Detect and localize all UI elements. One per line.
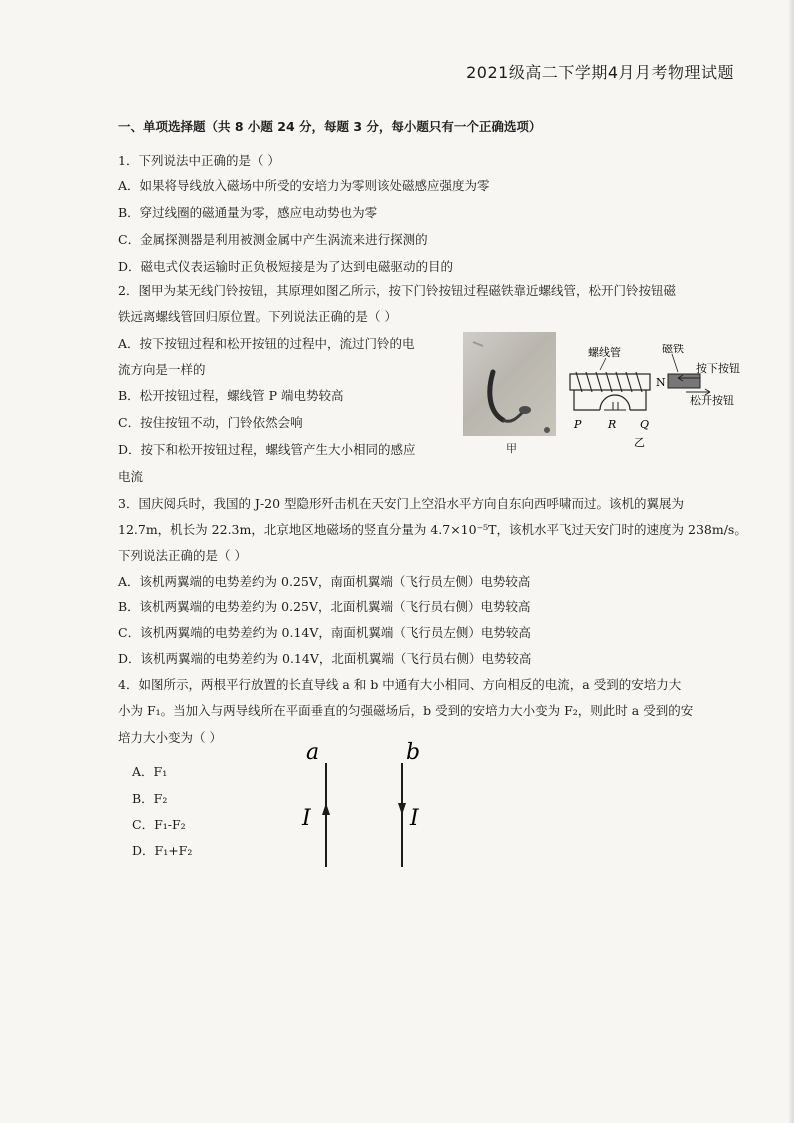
magnet (668, 374, 700, 388)
label-release: 松开按钮 (690, 394, 734, 407)
section-title: 一、单项选择题（共 8 小题 24 分，每题 3 分，每小题只有一个正确选项） (118, 119, 542, 134)
q3-option-d: D．该机两翼端的电势差约为 0.14V，北面机翼端（飞行员右侧）电势较高 (118, 651, 532, 666)
q2-option-d-line1: D．按下和松开按钮过程，螺线管产生大小相同的感应 (118, 442, 416, 457)
q1-option-b: B．穿过线圈的磁通量为零，感应电动势也为零 (118, 205, 378, 220)
q3-stem-line1: 3．国庆阅兵时，我国的 J-20 型隐形歼击机在天安门上空沿水平方向自东向西呼啸而过。该机的翼展为 (118, 496, 685, 511)
q2-stem-line1: 2．图甲为某无线门铃按钮，其原理如图乙所示，按下门铃按钮过程磁铁靠近螺线管，松开门铃按钮磁 (118, 283, 676, 298)
q4-stem-line3: 培力大小变为（ ） (118, 730, 222, 745)
q1-option-d: D．磁电式仪表运输时正负极短接是为了达到电磁驱动的目的 (118, 259, 454, 274)
doorbell-photo (463, 332, 556, 436)
up-arrow-icon (322, 803, 330, 815)
q3-option-b: B．该机两翼端的电势差约为 0.25V，北面机翼端（飞行员右侧）电势较高 (118, 599, 531, 614)
doorbell-photo-drawing (463, 332, 556, 436)
label-current-b: I (410, 806, 419, 831)
q4-stem-line1: 4．如图所示，两根平行放置的长直导线 a 和 b 中通有大小相同、方向相反的电流，a 受到的安培力大 (118, 677, 682, 692)
q3-option-a: A．该机两翼端的电势差约为 0.25V，南面机翼端（飞行员左侧）电势较高 (118, 574, 531, 589)
exam-title: 2021级高二下学期4月月考物理试题 (466, 63, 734, 82)
label-P: P (574, 418, 582, 431)
label-magnet: 磁铁 (662, 344, 684, 355)
q2-option-d-line2: 电流 (118, 469, 144, 484)
label-Q: Q (640, 418, 650, 431)
q4-stem-line2: 小为 F₁。当加入与两导线所在平面垂直的匀强磁场后，b 受到的安培力大小变为 F₂，则此时 a 受到的安 (118, 703, 694, 718)
solenoid-circuit-figure (560, 344, 740, 458)
circuit-wire (574, 390, 646, 410)
label-press: 按下按钮 (696, 362, 740, 375)
caption-jia: 甲 (506, 442, 517, 455)
q3-stem-line3: 下列说法正确的是（ ） (118, 548, 247, 563)
label-solenoid: 螺线管 (588, 346, 621, 359)
down-arrow-icon (398, 803, 406, 815)
q4-option-b: B．F₂ (132, 791, 168, 806)
q2-option-b: B．松开按钮过程，螺线管 P 端电势较高 (118, 388, 344, 403)
q1-option-a: A．如果将导线放入磁场中所受的安培力为零则该处磁感应强度为零 (118, 178, 490, 193)
doorbell-symbol (600, 395, 630, 410)
scan-edge-shadow (788, 0, 794, 1123)
parallel-wires-figure (290, 735, 450, 874)
q2-stem-line2: 铁远离螺线管回归原位置。下列说法正确的是（ ） (118, 309, 397, 324)
label-wire-a: a (306, 740, 320, 765)
q3-option-c: C．该机两翼端的电势差约为 0.14V，南面机翼端（飞行员左侧）电势较高 (118, 625, 531, 640)
solenoid-coils (576, 372, 642, 392)
q4-option-d: D．F₁+F₂ (132, 843, 193, 858)
label-wire-b: b (406, 740, 421, 765)
label-R: R (608, 418, 617, 431)
q2-option-a-line2: 流方向是一样的 (118, 362, 206, 377)
q1-option-c: C．金属探测器是利用被测金属中产生涡流来进行探测的 (118, 232, 428, 247)
caption-yi: 乙 (634, 436, 645, 449)
q4-option-c: C．F₁-F₂ (132, 817, 186, 832)
q1-stem: 1．下列说法中正确的是（ ） (118, 153, 280, 168)
q4-option-a: A．F₁ (132, 764, 168, 779)
q2-option-c: C．按住按钮不动，门铃依然会响 (118, 415, 303, 430)
solenoid-body (570, 374, 650, 390)
label-N: N (656, 376, 666, 389)
q3-stem-line2: 12.7m，机长为 22.3m，北京地区地磁场的竖直分量为 4.7×10⁻⁵T，该机水平飞过天安门时的速度为 238m/s。 (118, 522, 747, 537)
label-current-a: I (302, 806, 311, 831)
q2-option-a-line1: A．按下按钮过程和松开按钮的过程中，流过门铃的电 (118, 336, 415, 351)
